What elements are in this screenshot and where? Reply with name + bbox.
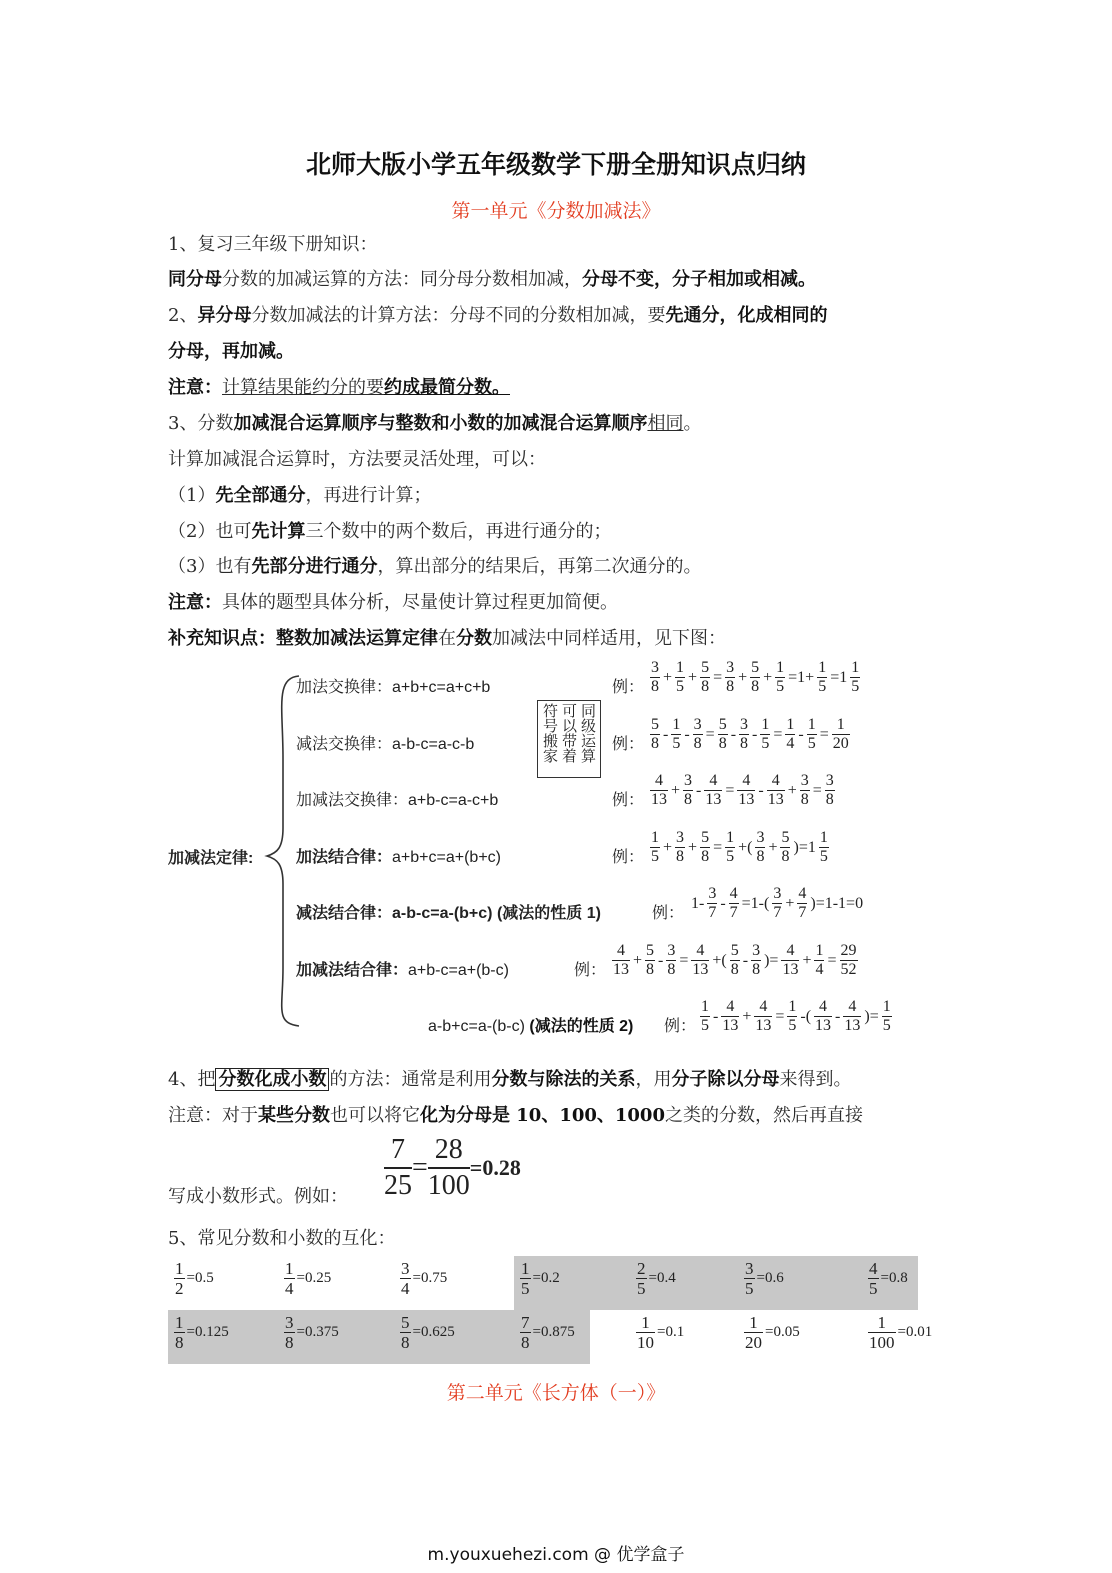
fraction: $\frac{1}{5}$ <box>676 659 685 695</box>
text-line: （3）也有先部分进行通分，算出部分的结果后，再第二次通分的。 <box>168 556 702 577</box>
operator: + <box>785 894 795 912</box>
operator: - <box>730 725 737 743</box>
fraction: $\frac{1}{20}$ <box>832 716 849 752</box>
fraction: $\frac{3}{5}$ <box>745 1259 754 1298</box>
unit2-heading: 第二单元《长方体（一）》 <box>446 1382 666 1404</box>
fraction: $\frac{1}{5}$ <box>701 998 709 1034</box>
text-line: （1）先全部通分，再进行计算； <box>168 485 432 506</box>
side-note-text: 符号搬家 <box>541 703 559 763</box>
fraction: $\frac{3}{7}$ <box>773 885 782 921</box>
operator: - <box>696 781 702 799</box>
law-item: 减法结合律：a-b-c=a-(b+c) (减法的性质 1) <box>296 905 601 922</box>
decimal-value: =0.8 <box>880 1270 908 1286</box>
fraction: $\frac{4}{5}$ <box>869 1259 878 1298</box>
operator: 1- <box>691 894 705 912</box>
fraction: $\frac{3}{8}$ <box>740 716 749 752</box>
fraction: $\frac{4}{13}$ <box>722 998 739 1034</box>
conversion-cell <box>634 1259 676 1298</box>
decimal-value: =0.25 <box>296 1270 332 1286</box>
conversion-cell <box>282 1313 339 1352</box>
operator: + <box>787 781 797 799</box>
operator: = <box>827 951 837 969</box>
fraction: $\frac{3}{8}$ <box>285 1313 294 1352</box>
fraction: $\frac{3}{8}$ <box>825 772 834 808</box>
decimal-value: =0.5 <box>186 1270 214 1286</box>
conversion-cell <box>282 1259 331 1298</box>
operator: - <box>658 951 664 969</box>
decimal-value: =0.01 <box>897 1324 933 1340</box>
fraction: $\frac{1}{2}$ <box>175 1259 184 1298</box>
operator: =1-( <box>741 894 770 912</box>
unit1-heading: 第一单元《分数加减法》 <box>451 200 661 222</box>
example-expression <box>690 885 864 922</box>
operator: + <box>768 838 778 856</box>
text-line: 2、异分母分数加减法的计算方法：分母不同的分数相加减，要先通分，化成相同的 <box>168 305 828 326</box>
operator: = <box>812 781 822 799</box>
operator: + <box>663 838 673 856</box>
side-note-text: 可以带着 <box>560 703 578 763</box>
fraction: $\frac{4}{13}$ <box>613 942 629 978</box>
fraction: $\frac{4}{13}$ <box>705 772 722 808</box>
example-expression <box>648 659 862 696</box>
fraction: $\frac{4}{13}$ <box>844 998 861 1034</box>
fraction: $\frac{7}{25}$ <box>384 1134 412 1201</box>
fraction: $\frac{4}{13}$ <box>815 998 832 1034</box>
operator: - <box>720 894 726 912</box>
fraction: $\frac{3}{8}$ <box>684 772 693 808</box>
text-line: 注意：具体的题型具体分析，尽量使计算过程更加简便。 <box>168 592 618 613</box>
operator: + <box>742 1007 752 1025</box>
fraction: $\frac{4}{13}$ <box>782 942 799 978</box>
fraction: $\frac{1}{4}$ <box>285 1259 294 1298</box>
fraction: $\frac{5}{8}$ <box>751 659 760 695</box>
fraction: $\frac{3}{8}$ <box>756 829 765 865</box>
text-line: 计算加减混合运算时，方法要灵活处理，可以： <box>168 449 546 470</box>
operator: - <box>684 725 690 743</box>
fraction: $\frac{1}{5}$ <box>788 998 797 1034</box>
decimal-value: =0.1 <box>657 1324 685 1340</box>
decimal-value: =0.375 <box>296 1324 339 1340</box>
fraction: $\frac{5}{8}$ <box>718 716 727 752</box>
conversion-cell <box>518 1259 560 1298</box>
decimal-value: =0.125 <box>186 1324 229 1340</box>
laws-root-label: 加减法定律: <box>168 850 254 867</box>
example-label: 例： <box>612 792 645 809</box>
decimal-value: =0.2 <box>532 1270 560 1286</box>
conversion-cell <box>742 1259 784 1298</box>
fraction: $\frac{1}{5}$ <box>776 659 785 695</box>
fraction: $\frac{4}{13}$ <box>755 998 772 1034</box>
fraction: $\frac{1}{5}$ <box>818 659 827 695</box>
fraction: $\frac{1}{20}$ <box>745 1313 762 1352</box>
operator: + <box>688 838 698 856</box>
decimal-value: =0.625 <box>412 1324 455 1340</box>
operator: + <box>663 668 673 686</box>
operator: =1+ <box>788 668 815 686</box>
fraction: $\frac{3}{8}$ <box>676 829 685 865</box>
fraction: $\frac{4}{13}$ <box>738 772 755 808</box>
fraction: $\frac{4}{13}$ <box>767 772 784 808</box>
decimal-value: =0.875 <box>532 1324 575 1340</box>
example-label: 例： <box>652 905 685 922</box>
fraction: $\frac{1}{10}$ <box>637 1313 654 1352</box>
fraction: $\frac{5}{8}$ <box>651 716 659 752</box>
text-line: 注意：计算结果能约分的要约成最简分数。 <box>168 377 510 398</box>
example-expression <box>610 942 860 979</box>
conversion-cell <box>398 1313 455 1352</box>
fraction: $\frac{1}{5}$ <box>651 829 659 865</box>
conversion-cell <box>172 1259 214 1298</box>
fraction: $\frac{1}{4}$ <box>815 942 824 978</box>
footer-watermark: m.youxuehezi.com @ 优学盒子 <box>427 1545 685 1565</box>
decimal-value: =0.05 <box>765 1324 800 1340</box>
fraction: $\frac{5}{8}$ <box>401 1313 410 1352</box>
operator: + <box>763 668 773 686</box>
operator: = <box>713 838 723 856</box>
fraction: $\frac{3}{7}$ <box>708 885 717 921</box>
side-note-text: 同级运算 <box>579 703 597 763</box>
example-label: 例： <box>574 962 607 979</box>
operator: =1 <box>830 668 848 686</box>
conversion-cell <box>866 1313 932 1352</box>
operator: +( <box>712 951 727 969</box>
fraction: $\frac{1}{5}$ <box>882 998 891 1034</box>
fraction: $\frac{5}{8}$ <box>730 942 739 978</box>
fraction: $\frac{29}{52}$ <box>840 942 857 978</box>
text-line: 写成小数形式。例如： <box>168 1186 348 1207</box>
fraction: $\frac{3}{8}$ <box>693 716 702 752</box>
shaded-block <box>514 1256 918 1310</box>
conversion-cell <box>518 1313 575 1352</box>
operator: + <box>738 668 748 686</box>
fraction: $\frac{5}{8}$ <box>781 829 790 865</box>
example-expression <box>648 829 831 866</box>
fraction: $\frac{28}{100}$ <box>427 1134 470 1201</box>
fraction: $\frac{4}{7}$ <box>729 885 738 921</box>
operator: = <box>775 1007 785 1025</box>
example-expression <box>648 772 837 809</box>
operator: = <box>705 725 715 743</box>
operator: - <box>752 725 758 743</box>
operator: - <box>758 781 764 799</box>
decimal-example: $\frac{7}{25}$ = $\frac{28}{100}$ =0.28 <box>384 1134 521 1201</box>
page-title: 北师大版小学五年级数学下册全册知识点归纳 <box>305 150 806 179</box>
text-line: 分母，再加减。 <box>168 341 294 362</box>
fraction: $\frac{1}{100}$ <box>869 1313 895 1352</box>
fraction: $\frac{4}{13}$ <box>651 772 667 808</box>
fraction: $\frac{1}{5}$ <box>726 829 735 865</box>
conversion-cell <box>742 1313 800 1352</box>
operator: - <box>798 725 804 743</box>
text-line: 4、把 分数化成小数 的方法：通常是利用分数与除法的关系，用分子除以分母来得到。 <box>168 1069 852 1090</box>
operator: = <box>713 668 723 686</box>
example-expression <box>698 998 894 1035</box>
example-expression <box>648 716 852 753</box>
operator: - <box>742 951 749 969</box>
operator: - <box>835 1007 841 1025</box>
fraction: $\frac{5}{8}$ <box>646 942 655 978</box>
fraction: $\frac{1}{5}$ <box>761 716 770 752</box>
operator: )= <box>864 1007 879 1025</box>
law-item: 减法交换律：a-b-c=a-c-b <box>296 736 475 753</box>
conversion-cell <box>172 1313 229 1352</box>
operator: - <box>713 1007 719 1025</box>
fraction: $\frac{7}{8}$ <box>521 1313 530 1352</box>
text-line: 3、分数加减混合运算顺序与整数和小数的加减混合运算顺序相同。 <box>168 413 702 434</box>
text-line: 注意：对于某些分数也可以将它化为分母是 10、100、1000之类的分数，然后再直接 <box>168 1105 863 1126</box>
operator: + <box>802 951 812 969</box>
fraction: $\frac{3}{8}$ <box>651 659 659 695</box>
text-line: 同分母分数的加减运算的方法：同分母分数相加减，分母不变，分子相加或相减。 <box>168 269 816 290</box>
fraction: $\frac{1}{5}$ <box>819 829 828 865</box>
fraction: $\frac{2}{5}$ <box>637 1259 646 1298</box>
conversion-cell <box>398 1259 447 1298</box>
fraction: $\frac{3}{4}$ <box>401 1259 410 1298</box>
decimal-value: =0.6 <box>756 1270 784 1286</box>
law-item: 加法结合律：a+b+c=a+(b+c) <box>296 849 501 866</box>
example-label: 例： <box>612 679 645 696</box>
side-note-box <box>537 700 601 778</box>
fraction: $\frac{3}{8}$ <box>726 659 735 695</box>
operator: +( <box>738 838 753 856</box>
fraction: $\frac{1}{5}$ <box>851 659 860 695</box>
operator: )=1-1=0 <box>810 894 864 912</box>
fraction: $\frac{1}{8}$ <box>175 1313 184 1352</box>
fraction: $\frac{3}{8}$ <box>752 942 761 978</box>
text-line: （2）也可先计算三个数中的两个数后，再进行通分的； <box>168 521 612 542</box>
decimal-value: =0.4 <box>648 1270 676 1286</box>
fraction: $\frac{3}{8}$ <box>800 772 809 808</box>
fraction: $\frac{4}{7}$ <box>798 885 807 921</box>
fraction: $\frac{5}{8}$ <box>701 659 710 695</box>
operator: + <box>671 781 681 799</box>
conversion-cell <box>866 1259 908 1298</box>
text-line: 1、复习三年级下册知识： <box>168 234 378 255</box>
example-label: 例： <box>612 849 645 866</box>
text-line: 补充知识点：整数加减法运算定律在分数加减法中同样适用，见下图： <box>168 628 726 649</box>
fraction: $\frac{1}{5}$ <box>672 716 681 752</box>
law-item: 加减法结合律：a+b-c=a+(b-c) <box>296 962 509 979</box>
operator: + <box>688 668 698 686</box>
operator: - <box>663 725 669 743</box>
decimal-value: =0.75 <box>412 1270 448 1286</box>
example-label: 例： <box>612 736 645 753</box>
fraction: $\frac{1}{5}$ <box>521 1259 530 1298</box>
law-item: a-b+c=a-(b-c) (减法的性质 2) <box>428 1018 634 1035</box>
text-line: 5、常见分数和小数的互化： <box>168 1228 396 1249</box>
law-item: 加减法交换律：a+b-c=a-c+b <box>296 792 499 809</box>
operator: = <box>679 951 689 969</box>
operator: = <box>819 725 829 743</box>
example-label: 例： <box>664 1018 697 1035</box>
operator: )=1 <box>793 838 816 856</box>
fraction: $\frac{5}{8}$ <box>701 829 710 865</box>
operator: = <box>725 781 735 799</box>
fraction: $\frac{3}{8}$ <box>667 942 676 978</box>
fraction: $\frac{1}{5}$ <box>807 716 816 752</box>
fraction: $\frac{1}{4}$ <box>786 716 795 752</box>
operator: + <box>633 951 643 969</box>
law-item: 加法交换律：a+b+c=a+c+b <box>296 679 491 696</box>
operator: = <box>773 725 783 743</box>
operator: -( <box>800 1007 812 1025</box>
fraction: $\frac{4}{13}$ <box>692 942 709 978</box>
conversion-cell <box>634 1313 684 1352</box>
operator: )= <box>764 951 779 969</box>
